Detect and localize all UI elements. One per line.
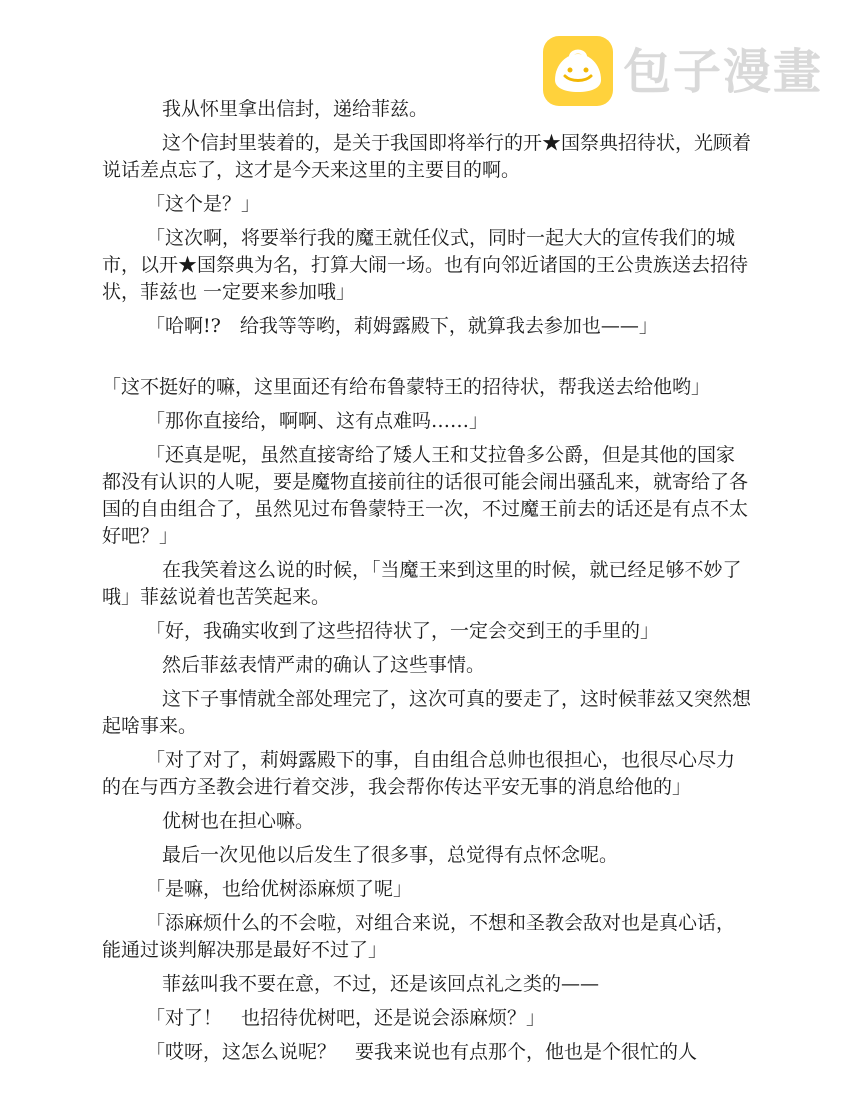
paragraph-text: 菲兹叫我不要在意，不过，还是该回点礼之类的——	[162, 973, 600, 995]
narration-paragraph	[102, 652, 752, 679]
dialogue-paragraph	[102, 876, 752, 903]
paragraph-text: 「对了！ 也招待优树吧，还是说会添麻烦？」	[146, 1007, 546, 1029]
paragraph-text: 我从怀里拿出信封，递给菲兹。	[162, 98, 429, 120]
paragraph-text: 「哈啊!? 给我等等哟，莉姆露殿下，就算我去参加也——」	[146, 315, 658, 337]
paragraph-text: 「还真是呢，虽然直接寄给了矮人王和艾拉鲁多公爵，但是其他的国家都没有认识的人呢，要是魔物直接前往的话很可能会闹出骚乱来，就寄给了各国的自由组合了，虽然见过布鲁蒙特王一次，不过魔王前去的话还是有点不太好吧？」	[102, 444, 749, 547]
dialogue-paragraph	[102, 1039, 752, 1066]
dialogue-paragraph	[102, 910, 752, 964]
paragraph-text: 然后菲兹表情严肃的确认了这些事情。	[162, 654, 486, 676]
paragraph-text: 「添麻烦什么的不会啦，对组合来说，不想和圣教会敌对也是真心话，能通过谈判解决那是最好不过了」	[102, 912, 736, 961]
paragraph-text: 这个信封里装着的，是关于我国即将举行的开★国祭典招待状，光顾着说话差点忘了，这才是今天来这里的主要目的啊。	[102, 132, 752, 181]
watermark-text: 包子漫畫	[623, 44, 824, 100]
narration-paragraph	[102, 842, 752, 869]
dialogue-paragraph	[102, 1005, 752, 1032]
narration-paragraph	[102, 808, 752, 835]
narration-paragraph	[102, 971, 752, 998]
dialogue-paragraph	[102, 618, 752, 645]
paragraph-text: 「哎呀，这怎么说呢？ 要我来说也有点那个，他也是个很忙的人	[146, 1041, 698, 1063]
document-body	[102, 96, 752, 1073]
dialogue-paragraph	[102, 313, 752, 340]
dialogue-paragraph	[102, 347, 752, 401]
dialogue-paragraph	[102, 747, 752, 801]
dialogue-paragraph	[102, 408, 752, 435]
paragraph-text: 「这不挺好的嘛，这里面还有给布鲁蒙特王的招待状，帮我送去给他哟」	[102, 376, 711, 398]
narration-paragraph	[102, 557, 752, 611]
paragraph-text: 优树也在担心嘛。	[162, 810, 315, 832]
paragraph-text: 这下子事情就全部处理完了，这次可真的要走了，这时候菲兹又突然想起啥事来。	[102, 688, 752, 737]
paragraph-text: 「那你直接给，啊啊、这有点难吗……」	[146, 410, 489, 432]
paragraph-text: 在我笑着这么说的时候，「当魔王来到这里的时候，就已经足够不妙了哦」菲兹说着也苦笑起来。	[102, 559, 742, 608]
paragraph-text: 「这个是？」	[146, 193, 261, 215]
dialogue-paragraph	[102, 225, 752, 306]
narration-paragraph	[102, 130, 752, 184]
narration-paragraph	[102, 96, 752, 123]
narration-paragraph	[102, 686, 752, 740]
paragraph-text: 「这次啊，将要举行我的魔王就任仪式，同时一起大大的宣传我们的城市，以开★国祭典为名，打算大闹一场。也有向邻近诸国的王公贵族送去招待状，菲兹也 一定要来参加哦」	[102, 227, 749, 303]
dialogue-paragraph	[102, 191, 752, 218]
dialogue-paragraph	[102, 442, 752, 550]
paragraph-text: 「对了对了，莉姆露殿下的事，自由组合总帅也很担心，也很尽心尽力的在与西方圣教会进行着交涉，我会帮你传达平安无事的消息给他的」	[102, 749, 736, 798]
paragraph-text: 「好，我确实收到了这些招待状了，一定会交到王的手里的」	[146, 620, 660, 642]
paragraph-text: 最后一次见他以后发生了很多事，总觉得有点怀念呢。	[162, 844, 619, 866]
paragraph-text: 「是嘛，也给优树添麻烦了呢」	[146, 878, 413, 900]
